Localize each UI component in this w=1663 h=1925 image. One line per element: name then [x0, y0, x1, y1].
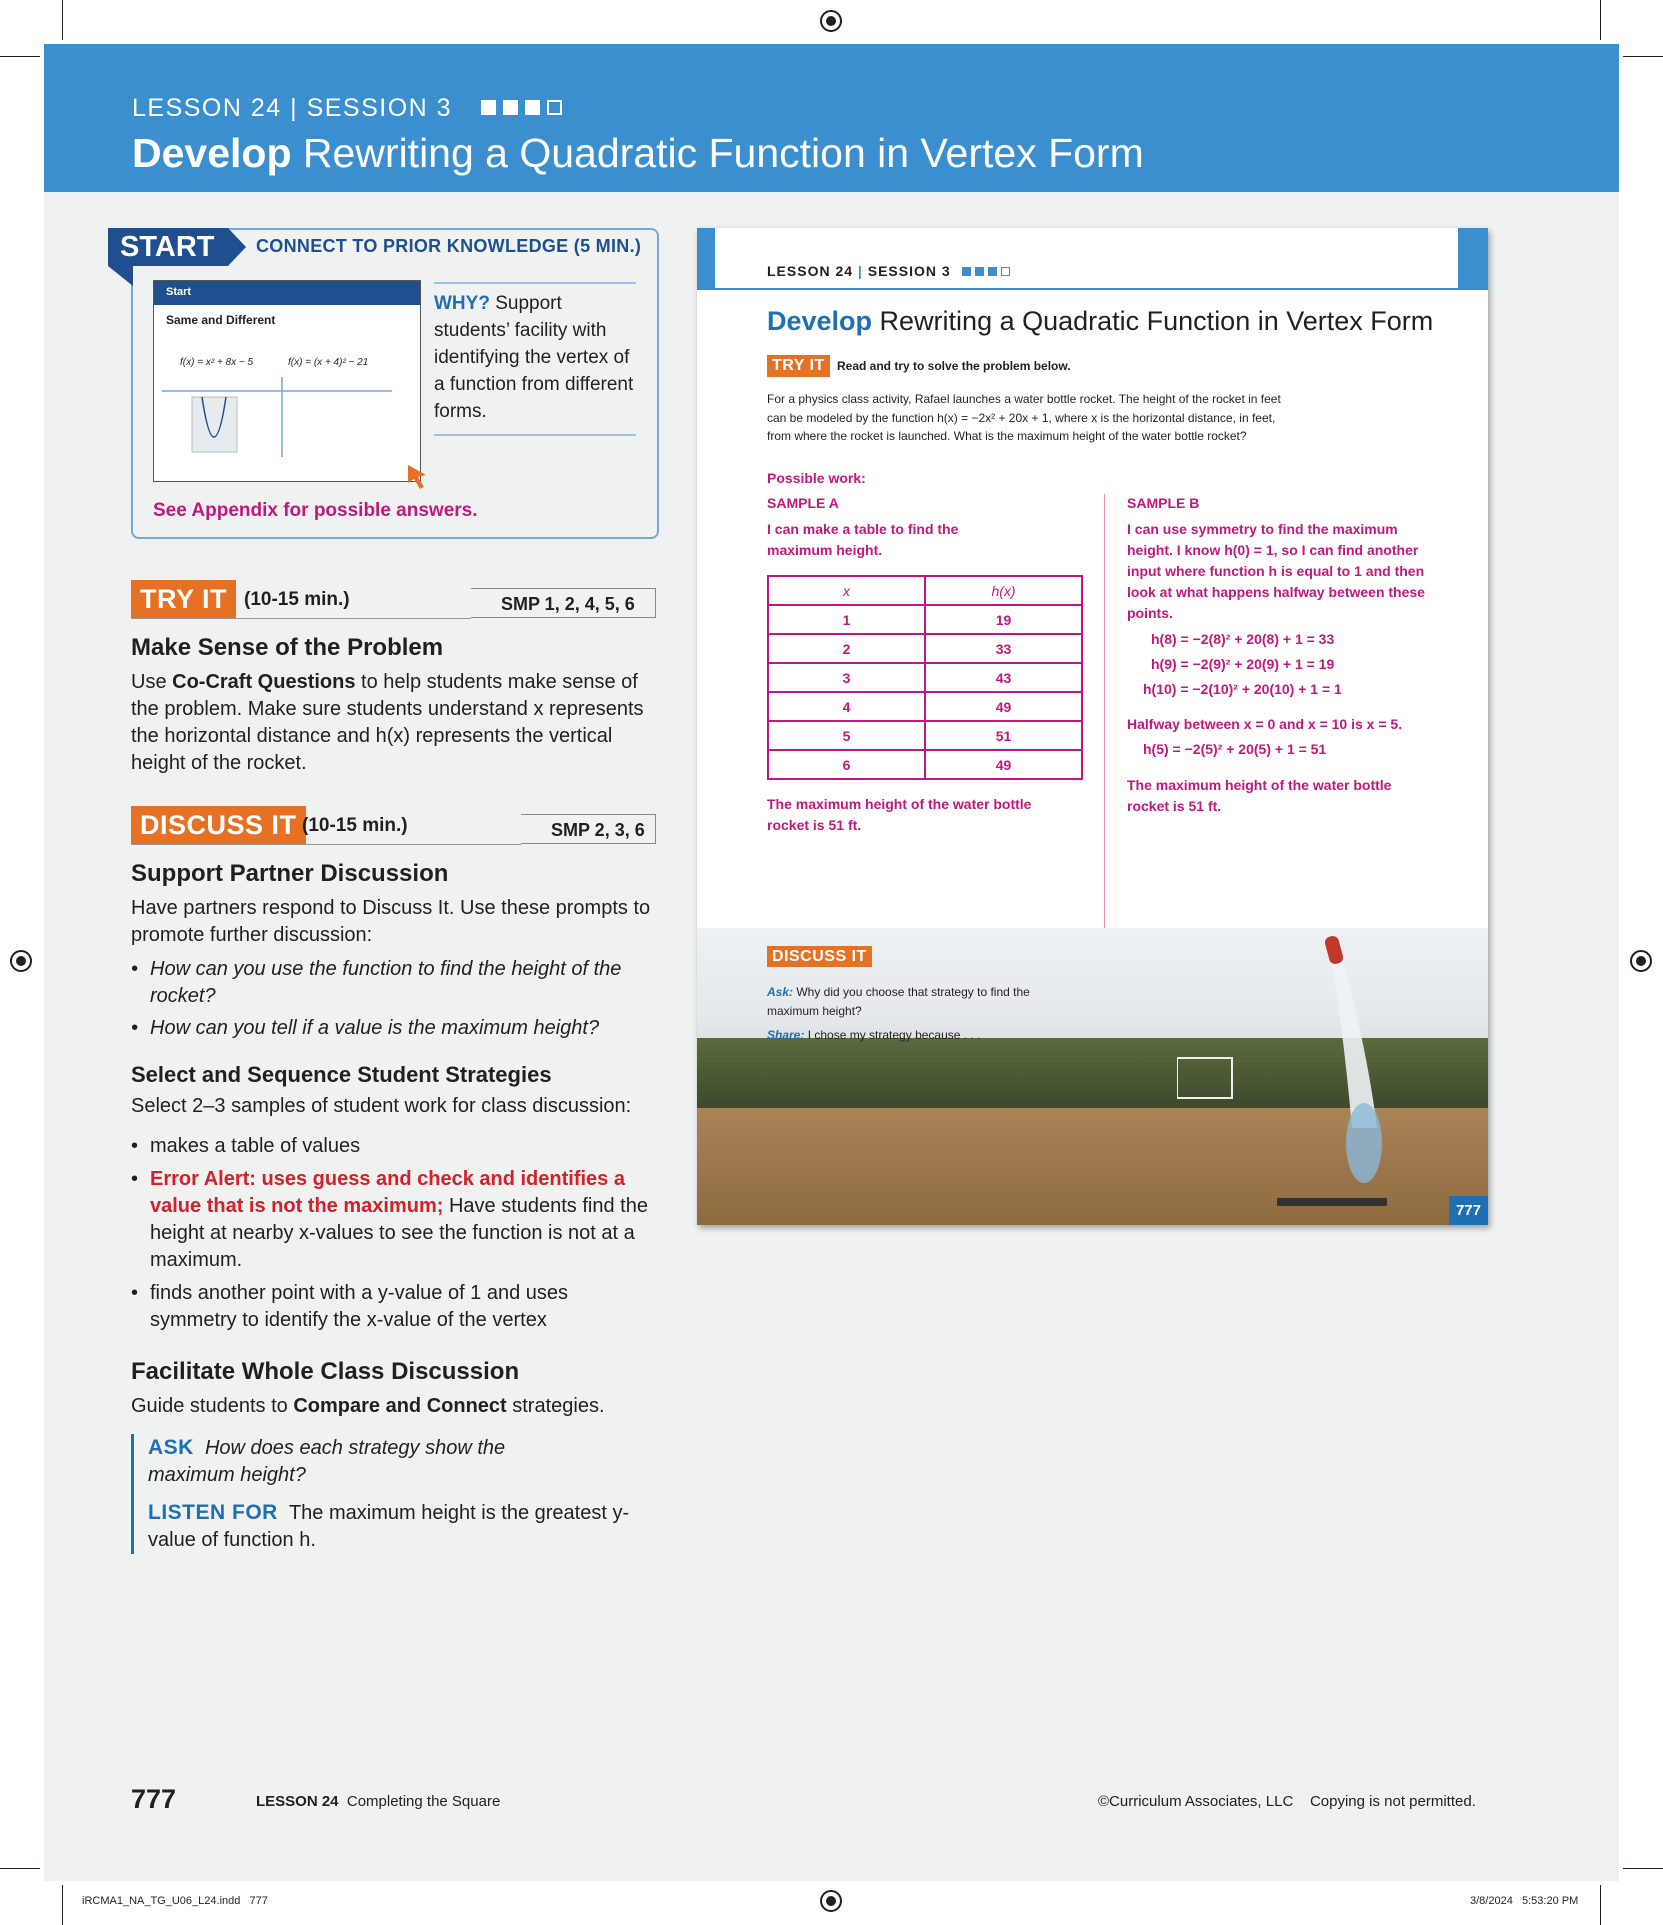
- possible-work-label: Possible work:: [767, 470, 866, 486]
- session-square-icon: [503, 100, 518, 115]
- registration-mark-icon: [820, 1890, 842, 1912]
- registration-mark-icon: [10, 950, 32, 972]
- sample-b-label: SAMPLE B: [1127, 495, 1200, 511]
- page-title: Develop Rewriting a Quadratic Function in Vertex Form: [132, 130, 1144, 176]
- crop-mark: [1623, 1868, 1663, 1869]
- student-discuss-questions: [767, 983, 1067, 1045]
- discuss-it-time: (10-15 min.): [302, 815, 408, 836]
- table-row: 3 43: [768, 663, 1082, 692]
- slug-date: 3/8/2024 5:53:20 PM: [1470, 1895, 1579, 1907]
- registration-mark-icon: [1630, 950, 1652, 972]
- table-row: 4 49: [768, 692, 1082, 721]
- listen-label: LISTEN FOR: [148, 1501, 278, 1524]
- whole-class-text: Guide students to Compare and Connect strategies.: [131, 1395, 605, 1417]
- student-page-title: Develop Rewriting a Quadratic Function in Vertex Form: [767, 306, 1434, 336]
- table-row: x h(x): [768, 576, 1082, 605]
- crop-mark: [1600, 0, 1601, 40]
- registration-mark-icon: [820, 10, 842, 32]
- session-square-icon: [975, 267, 984, 276]
- session-square-icon: [525, 100, 540, 115]
- start-tag-fold: [108, 266, 133, 286]
- sample-b-text: I can use symmetry to find the maximum height. I know h(0) = 1, so I can find another input where function h is equal to 1 and then look at what happens halfway between these points.: [1127, 521, 1425, 621]
- divider: [131, 844, 521, 845]
- support-discussion-text: Have partners respond to Discuss It. Use these prompts to promote further discussion:: [131, 897, 651, 946]
- crop-mark: [62, 1885, 63, 1925]
- slug-filename: iRCMA1_NA_TG_U06_L24.indd 777: [82, 1895, 268, 1907]
- lesson-session-label: LESSON 24 | SESSION 3: [132, 94, 562, 123]
- crop-mark: [1623, 56, 1663, 57]
- crop-mark: [0, 1868, 40, 1869]
- discuss-it-smp: SMP 2, 3, 6: [521, 814, 656, 844]
- session-square-empty-icon: [547, 100, 562, 115]
- session-square-icon: [962, 267, 971, 276]
- page-number: 777: [131, 1784, 177, 1814]
- start-heading: CONNECT TO PRIOR KNOWLEDGE (5 MIN.): [256, 236, 642, 256]
- rocket-launch-icon: [1177, 928, 1477, 1225]
- try-it-tag: TRY IT: [131, 580, 236, 618]
- ask-label: ASK: [148, 1436, 194, 1459]
- equation: h(8) = −2(8)² + 20(8) + 1 = 33: [1151, 631, 1335, 647]
- discuss-it-tag: DISCUSS IT: [131, 806, 306, 844]
- student-page-number: 777: [1449, 1196, 1488, 1225]
- thumbnail-function-2: f(x) = (x + 4)² − 21: [288, 357, 369, 368]
- why-label: WHY?: [434, 293, 490, 314]
- list-item: • Error Alert: uses guess and check and identifies a value that is not the maximum; Have students find the height at nearby x-values to see the function is not at a maximum.: [131, 1166, 651, 1274]
- why-callout: WHY? Support students’ facility with identifying the vertex of a function from different forms.: [434, 282, 636, 436]
- list-item: • How can you use the function to find the height of the rocket?: [131, 956, 641, 1010]
- ask-prompt: ASK How does each strategy show the maximum height?: [148, 1436, 506, 1486]
- crop-mark: [0, 56, 40, 57]
- try-it-smp: SMP 1, 2, 4, 5, 6: [471, 588, 656, 618]
- discussion-prompts: [131, 956, 641, 1042]
- student-session-label: LESSON 24 | SESSION 3: [767, 263, 1010, 279]
- session-square-icon: [481, 100, 496, 115]
- problem-text: For a physics class activity, Rafael launches a water bottle rocket. The height of the rocket in feet can be modeled by the function h(x) = −2x² + 20x + 1, where x is the horizontal distance, in feet, from where the rocket is launched. What is the maximum height of the water bottle rocket?: [767, 392, 1281, 443]
- error-alert: Error Alert: uses guess and check and identifies a value that is not the maximum;: [150, 1168, 625, 1217]
- footer-lesson: LESSON 24 Completing the Square: [256, 1793, 501, 1810]
- session-square-empty-icon: [1001, 267, 1010, 276]
- sample-a-label: SAMPLE A: [767, 495, 839, 511]
- select-sequence-heading: Select and Sequence Student Strategies: [131, 1062, 552, 1087]
- value-table: [767, 575, 1083, 780]
- make-sense-heading: Make Sense of the Problem: [131, 634, 444, 661]
- thumbnail-graph-icon: [162, 377, 412, 477]
- halfway-note: Halfway between x = 0 and x = 10 is x = 5.: [1127, 716, 1403, 732]
- thumbnail-subtitle: Same and Different: [166, 313, 276, 327]
- table-row: 2 33: [768, 634, 1082, 663]
- listen-for: LISTEN FOR The maximum height is the greatest y-value of function h.: [148, 1501, 630, 1551]
- copyright: ©Curriculum Associates, LLC Copying is not permitted.: [1098, 1793, 1476, 1810]
- divider: [131, 618, 471, 619]
- start-slide-thumbnail[interactable]: [153, 280, 421, 482]
- thumbnail-title-bar: Start: [154, 281, 420, 305]
- crop-mark: [1600, 1885, 1601, 1925]
- whole-class-heading: Facilitate Whole Class Discussion: [131, 1358, 520, 1385]
- list-item: • makes a table of values: [131, 1133, 651, 1160]
- crop-mark: [62, 0, 63, 40]
- appendix-note: See Appendix for possible answers.: [153, 500, 478, 521]
- student-page: [697, 228, 1488, 1225]
- table-row: 6 49: [768, 750, 1082, 779]
- lesson-banner: [44, 44, 1619, 192]
- ask-line: Ask: Why did you choose that strategy to find the maximum height?: [767, 985, 1030, 1018]
- session-square-icon: [988, 267, 997, 276]
- sample-b-result: The maximum height of the water bottle rocket is 51 ft.: [1127, 777, 1392, 814]
- make-sense-text: Use Co-Craft Questions to help students make sense of the problem. Make sure students understand x represents the horizontal distance and h(x) represents the vertical height of the rocket.: [131, 671, 644, 774]
- support-discussion-heading: Support Partner Discussion: [131, 860, 449, 887]
- table-row: 5 51: [768, 721, 1082, 750]
- try-it-time: (10-15 min.): [244, 589, 350, 610]
- start-tag-arrow: [228, 228, 246, 266]
- student-discuss-box: [767, 948, 872, 966]
- ask-listen-block: [131, 1434, 648, 1554]
- thumbnail-function-1: f(x) = x² + 8x − 5: [180, 357, 254, 368]
- list-item: • How can you tell if a value is the maximum height?: [131, 1015, 641, 1042]
- start-tag: START: [108, 228, 228, 266]
- equation: h(5) = −2(5)² + 20(5) + 1 = 51: [1143, 741, 1327, 757]
- cursor-click-icon: [404, 461, 434, 491]
- sample-a-result: The maximum height of the water bottle rocket is 51 ft.: [767, 796, 1032, 833]
- student-try-it-tag: TRY IT: [767, 355, 830, 377]
- strategy-list: [131, 1133, 651, 1334]
- equation: h(9) = −2(9)² + 20(9) + 1 = 19: [1151, 656, 1335, 672]
- student-discuss-it-tag: DISCUSS IT: [767, 946, 872, 967]
- list-item: • finds another point with a y-value of 1 and uses symmetry to identify the x-value of the vertex: [131, 1280, 651, 1334]
- select-sequence-text: Select 2–3 samples of student work for class discussion:: [131, 1095, 632, 1117]
- share-line: Share: I chose my strategy because . . .: [767, 1028, 981, 1042]
- table-row: 1 19: [768, 605, 1082, 634]
- equation: h(10) = −2(10)² + 20(10) + 1 = 1: [1143, 681, 1342, 697]
- student-try-instruction: Read and try to solve the problem below.: [837, 359, 1071, 373]
- sample-a-text: I can make a table to find the maximum height.: [767, 521, 959, 558]
